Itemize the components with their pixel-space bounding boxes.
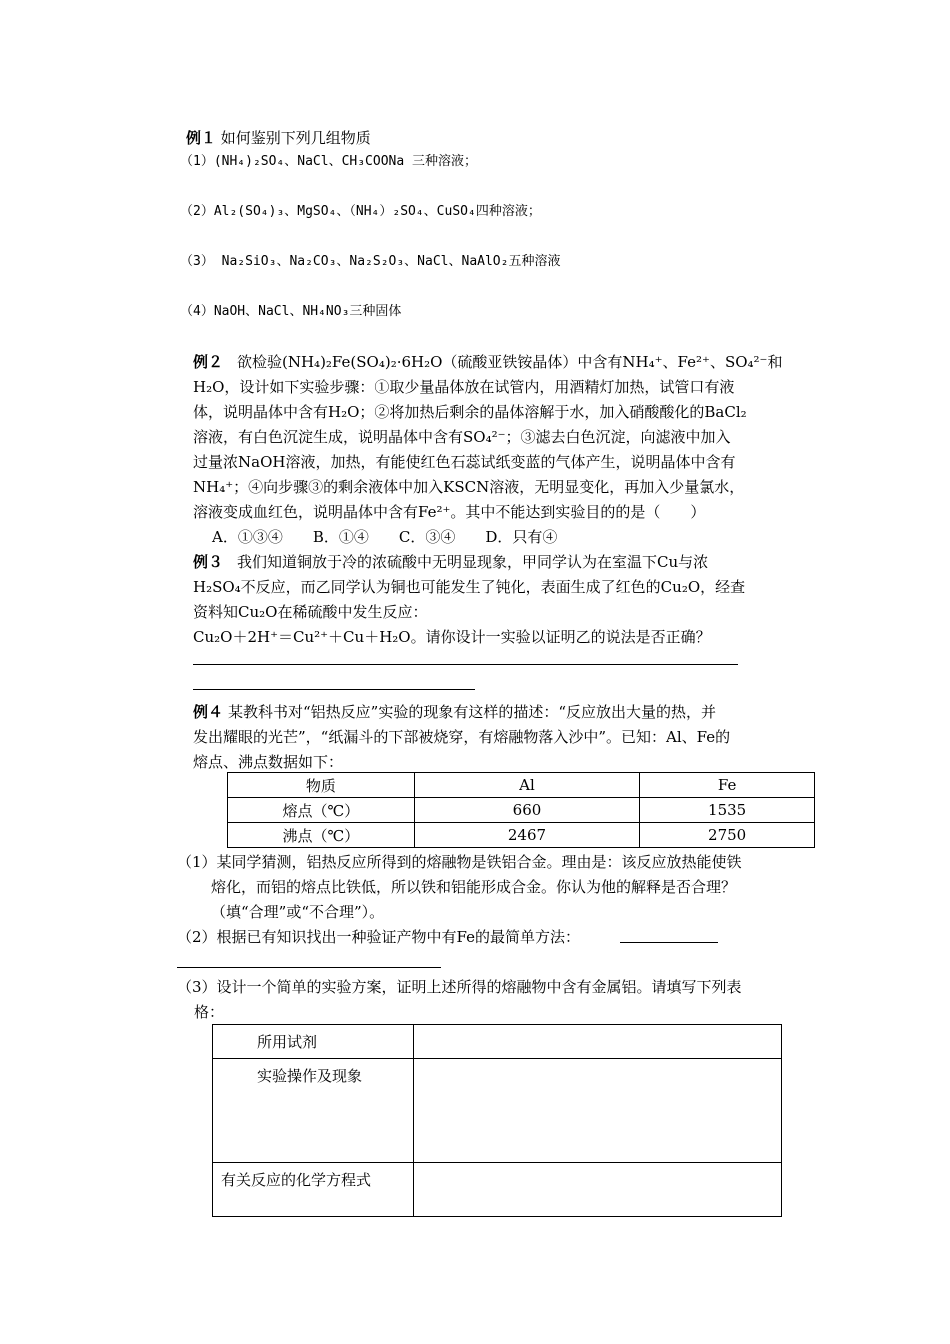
q2-text: （2）根据已有知识找出一种验证产物中有Fe的最简单方法： — [177, 928, 581, 946]
reagent-answer-cell — [413, 1025, 781, 1059]
table-row — [213, 1059, 782, 1163]
ex3-line-2: H₂SO₄不反应，而乙同学认为铜也可能发生了钝化，表面生成了红色的Cu₂O，经查 — [193, 578, 746, 596]
ex2-title: 例２ — [193, 353, 224, 371]
ex3-answer-line-1 — [193, 664, 738, 665]
equation-answer-cell — [413, 1163, 781, 1217]
ex2-line-4: 溶液，有白色沉淀生成，说明晶体中含有SO₄²⁻；③滤去白色沉淀，向滤液中加入 — [193, 428, 731, 446]
ex1-item-4: （4）NaOH、NaCl、NH₄NO₃三种固体 — [180, 304, 402, 319]
procedure-answer-cell — [413, 1059, 781, 1163]
table-cell: 2750 — [640, 823, 815, 848]
table-row — [213, 1025, 782, 1059]
table-cell: 2467 — [414, 823, 640, 848]
experiment-plan-table — [212, 1024, 782, 1217]
ex2-line-6: NH₄⁺；④向步骤③的剩余液体中加入KSCN溶液，无明显变化，再加入少量氯水， — [193, 478, 745, 496]
ex4-line-2: 发出耀眼的光芒”，“纸漏斗的下部被烧穿，有熔融物落入沙中”。已知：Al、Fe的 — [193, 728, 731, 746]
table-cell: 沸点（℃） — [228, 823, 415, 848]
q3-line-1: （3）设计一个简单的实验方案，证明上述所得的熔融物中含有金属铝。请填写下列表 — [177, 978, 742, 996]
ex3-title: 例３ — [193, 553, 224, 571]
q2-answer-blank — [620, 942, 718, 943]
ex2-line-7: 溶液变成血红色，说明晶体中含有Fe²⁺。其中不能达到实验目的的是（ ） — [193, 503, 706, 521]
ex1-heading — [186, 128, 371, 148]
ex3-answer-line-2 — [193, 689, 475, 690]
ex1-item-2: （2）Al₂(SO₄)₃、MgSO₄、（NH₄）₂SO₄、CuSO₄四种溶液； — [180, 204, 541, 219]
table-cell: 660 — [414, 798, 640, 823]
q3-line-2: 格： — [194, 1003, 225, 1021]
table-row — [228, 798, 815, 823]
ex3-line-4: Cu₂O＋2H⁺＝Cu²⁺＋Cu＋H₂O。请你设计一实验以证明乙的说法是否正确？ — [193, 628, 711, 646]
ex2-options: A．①③④ B．①④ C．③④ D．只有④ — [212, 528, 558, 546]
ex3-line-1: 我们知道铜放于冷的浓硫酸中无明显现象，甲同学认为在室温下Cu与浓 — [237, 553, 709, 571]
ex1-item-1: （1）(NH₄)₂SO₄、NaCl、CH₃COONa 三种溶液； — [180, 154, 478, 169]
q1-line-1: （1）某同学猜测，铝热反应所得到的熔融物是铁铝合金。理由是：该反应放热能使铁 — [177, 853, 742, 871]
q2-answer-line — [177, 967, 441, 968]
ex4-line-3: 熔点、沸点数据如下： — [193, 753, 344, 771]
ex4-line-1: 某教科书对“铝热反应”实验的现象有这样的描述：“反应放出大量的热，并 — [228, 703, 717, 721]
ex2-line-2: H₂O，设计如下实验步骤：①取少量晶体放在试管内，用酒精灯加热，试管口有液 — [193, 378, 735, 396]
table-header-cell: 物质 — [228, 773, 415, 798]
ex1-item-3: （3） Na₂SiO₃、Na₂CO₃、Na₂S₂O₃、NaCl、NaAlO₂五种溶液 — [180, 254, 561, 269]
table-header-cell: Al — [414, 773, 640, 798]
q1-line-3: （填“合理”或“不合理”）。 — [211, 903, 385, 921]
ex2-line-3: 体，说明晶体中含有H₂O；②将加热后剩余的晶体溶解于水，加入硝酸酸化的BaCl₂ — [193, 403, 747, 421]
ex1-title: 例１ — [186, 129, 217, 147]
table-row — [228, 823, 815, 848]
table-row — [213, 1163, 782, 1217]
melting-boiling-table — [227, 772, 815, 848]
q1-line-2: 熔化，而铝的熔点比铁低，所以铁和铝能形成合金。你认为他的解释是否合理？ — [211, 878, 737, 896]
table-cell: 熔点（℃） — [228, 798, 415, 823]
table-header-cell: Fe — [640, 773, 815, 798]
ex2-line-5: 过量浓NaOH溶液，加热，有能使红色石蕊试纸变蓝的气体产生，说明晶体中含有 — [193, 453, 736, 471]
procedure-label: 实验操作及现象 — [213, 1059, 414, 1163]
table-header-row — [228, 773, 815, 798]
reagent-label: 所用试剂 — [213, 1025, 414, 1059]
ex3-line-3: 资料知Cu₂O在稀硫酸中发生反应： — [193, 603, 428, 621]
table-cell: 1535 — [640, 798, 815, 823]
ex4-title: 例４ — [193, 703, 224, 721]
ex2-line-1: 欲检验(NH₄)₂Fe(SO₄)₂·6H₂O（硫酸亚铁铵晶体）中含有NH₄⁺、Fe²⁺、SO₄²⁻和 — [237, 353, 783, 371]
equation-label: 有关反应的化学方程式 — [213, 1163, 414, 1217]
ex1-intro: 如何鉴别下列几组物质 — [220, 129, 371, 147]
